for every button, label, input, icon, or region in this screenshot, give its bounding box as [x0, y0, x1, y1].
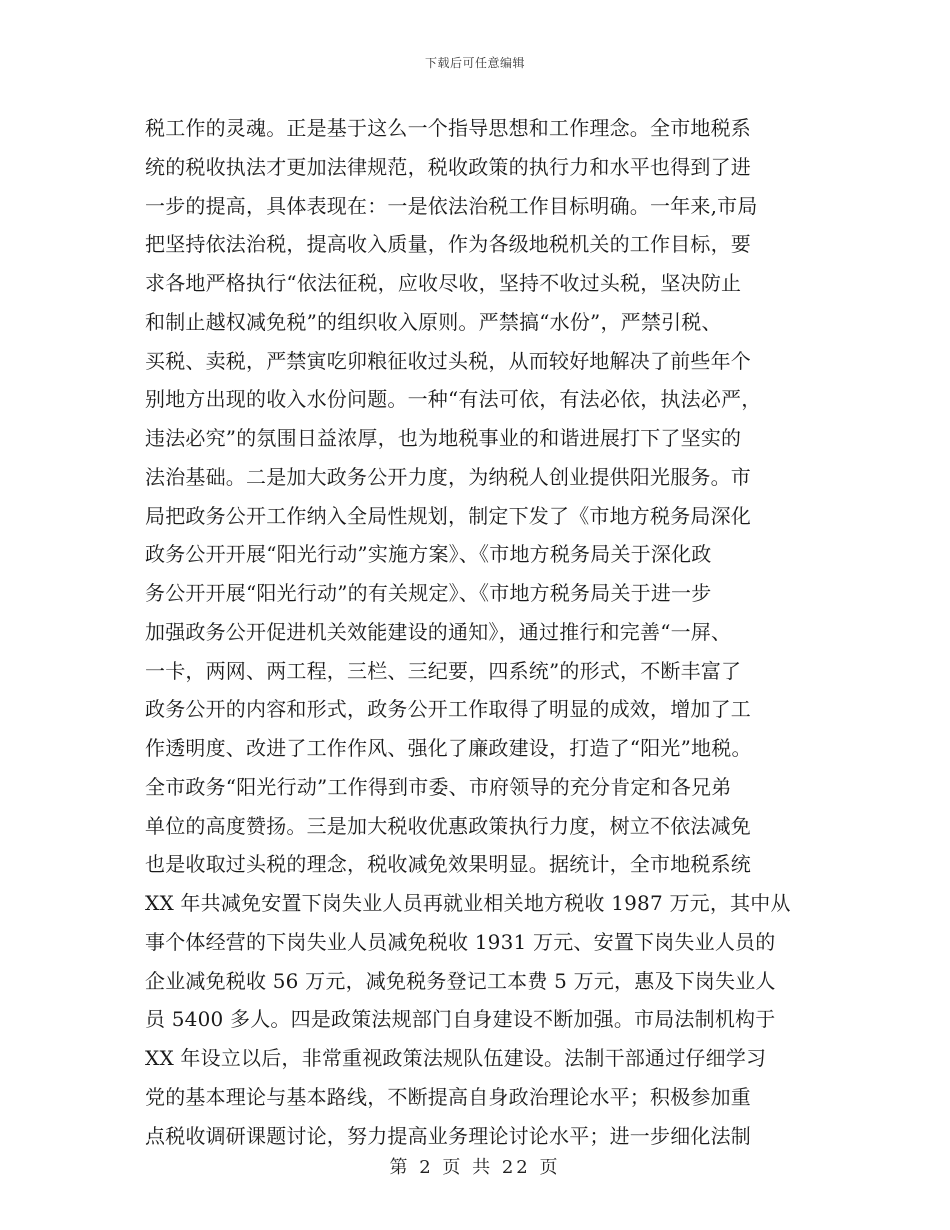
- text-line: 税工作的灵魂。正是基于这么一个指导思想和工作理念。全市地税系: [145, 116, 751, 140]
- page-number: 第 2 页 共 22 页: [389, 1157, 561, 1178]
- text-line: 买税、卖税，严禁寅吃卯粮征收过头税，从而较好地解决了前些年个: [145, 348, 751, 373]
- text-line: 全市政务“阳光行动”工作得到市委、市府领导的充分肯定和各兄弟: [145, 774, 732, 799]
- text-line: 一步的提高，具体表现在：一是依法治税工作目标明确。一年来,市局: [145, 193, 758, 218]
- text-line: 法治基础。二是加大政务公开力度，为纳税人创业提供阳光服务。市: [145, 464, 751, 489]
- text-line: 政务公开开展“阳光行动”实施方案》、《市地方税务局关于深化政: [145, 542, 712, 567]
- text-line: 务公开开展“阳光行动”的有关规定》、《市地方税务局关于进一步: [145, 581, 712, 605]
- text-line: 别地方出现的收入水份问题。一种“有法可依，有法必依，执法必严，: [145, 387, 762, 412]
- text-line: 统的税收执法才更加法律规范，税收政策的执行力和水平也得到了进: [145, 154, 751, 179]
- text-line: 党的基本理论与基本路线，不断提高自身政治理论水平；积极参加重: [145, 1084, 751, 1109]
- text-line: 求各地严格执行“依法征税，应收尽收，坚持不收过头税，坚决防止: [145, 271, 742, 295]
- text-line: 企业减免税收 56 万元，减免税务登记工本费 5 万元，惠及下岗失业人: [145, 968, 776, 993]
- text-line: 事个体经营的下岗失业人员减免税收 1931 万元、安置下岗失业人员的: [145, 929, 776, 954]
- text-line: 加强政务公开促进机关效能建设的通知》，通过推行和完善“一屏、: [145, 619, 732, 644]
- text-line: XX 年共减免安置下岗失业人员再就业相关地方税收 1987 万元，其中从: [145, 891, 791, 915]
- text-line: 单位的高度赞扬。三是加大税收优惠政策执行力度，树立不依法减免: [145, 813, 751, 838]
- text-line: XX 年设立以后，非常重视政策法规队伍建设。法制干部通过仔细学习: [145, 1046, 767, 1070]
- text-line: 把坚持依法治税，提高收入质量，作为各级地税机关的工作目标，要: [145, 232, 751, 257]
- text-line: 也是收取过头税的理念，税收减免效果明显。据统计，全市地税系统: [145, 852, 751, 877]
- text-line: 员 5400 多人。四是政策法规部门自身建设不断加强。市局法制机构于: [145, 1007, 776, 1032]
- body-text: [145, 109, 810, 1155]
- header-note: 下载后可任意编辑: [424, 56, 525, 70]
- text-line: 违法必究”的氛围日益浓厚，也为地税事业的和谐进展打下了坚实的: [145, 426, 742, 450]
- text-line: 政务公开的内容和形式，政务公开工作取得了明显的成效，增加了工: [145, 697, 751, 722]
- text-line: 作透明度、改进了工作作风、强化了廉政建设，打造了“阳光”地税。: [145, 736, 752, 760]
- text-line: 和制止越权减免税”的组织收入原则。严禁搞“水份”，严禁引税、: [145, 309, 722, 334]
- text-line: 一卡，两网、两工程，三栏、三纪要，四系统”的形式，不断丰富了: [145, 658, 742, 683]
- text-line: 局把政务公开工作纳入全局性规划，制定下发了《市地方税务局深化: [145, 503, 751, 528]
- text-line: 点税收调研课题讨论，努力提高业务理论讨论水平；进一步细化法制: [145, 1123, 751, 1148]
